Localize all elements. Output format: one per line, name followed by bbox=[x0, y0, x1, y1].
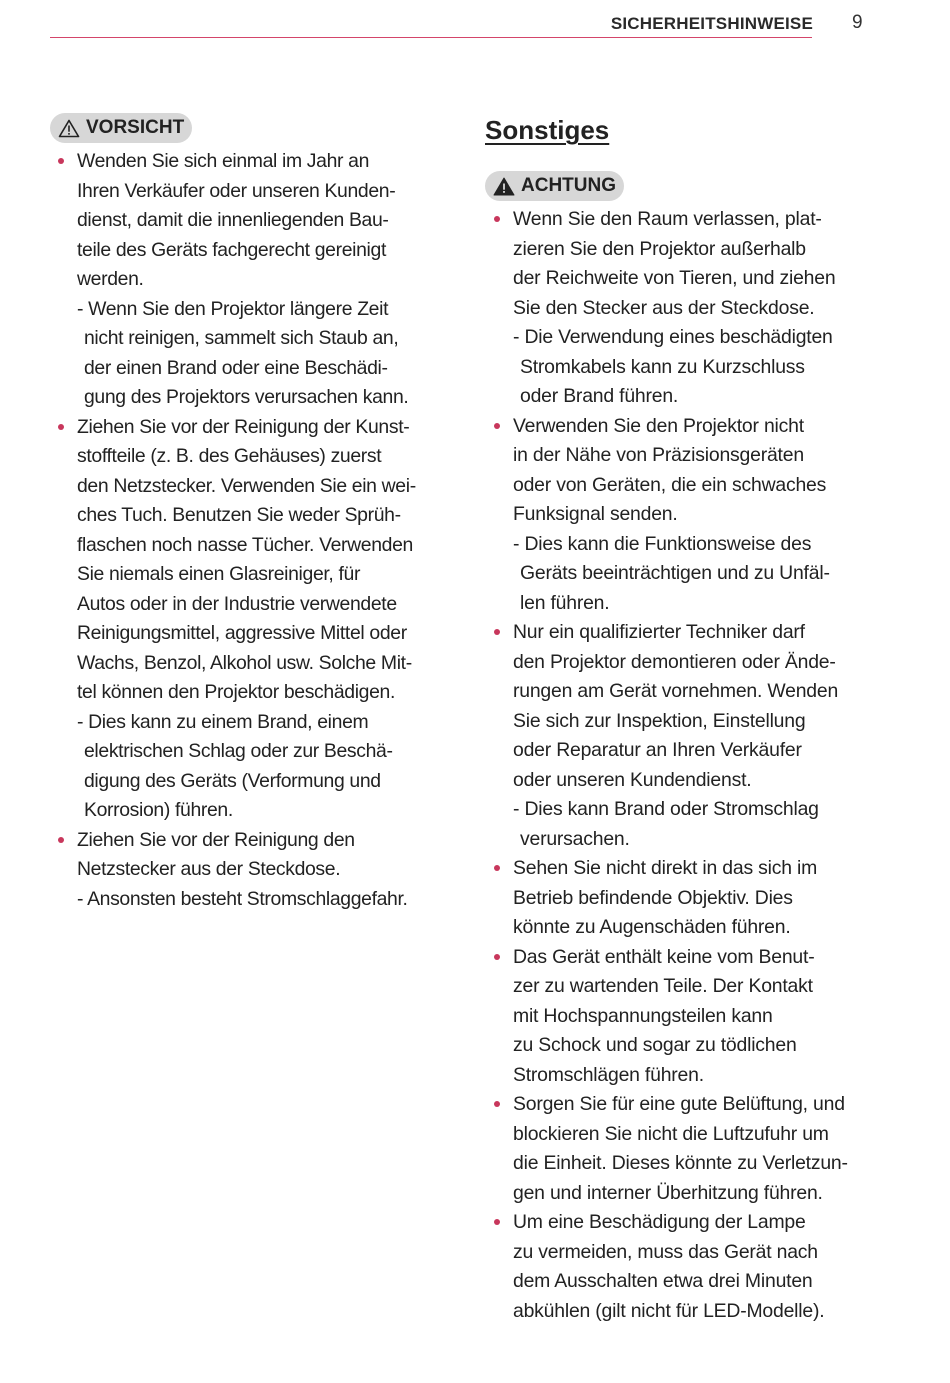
item-note-line: - Die Verwendung eines beschädigten bbox=[513, 326, 833, 348]
item-text-line: Um eine Beschädigung der Lampe bbox=[513, 1211, 806, 1233]
item-note-line: Stromkabels kann zu Kurzschluss bbox=[520, 355, 805, 378]
item-text-line: oder unseren Kundendienst. bbox=[513, 768, 752, 791]
item-text-line: Wenden Sie sich einmal im Jahr an bbox=[77, 150, 370, 172]
item-text-line: teile des Geräts fachgerecht gereinigt bbox=[77, 238, 386, 261]
item-text-line: Sie niemals einen Glasreiniger, für bbox=[77, 563, 361, 585]
item-text-line: flaschen noch nasse Tücher. Verwenden bbox=[77, 533, 413, 556]
list-item bbox=[485, 854, 880, 943]
item-note-line: Geräts beeinträchtigen und zu Unfäl- bbox=[520, 562, 830, 584]
list-item bbox=[485, 943, 880, 1091]
item-text-line: zu Schock und sogar zu tödlichen bbox=[513, 1034, 797, 1056]
item-text-line: den Netzstecker. Verwenden Sie ein wei- bbox=[77, 474, 416, 497]
item-text-line: werden. bbox=[77, 268, 144, 290]
item-text-line: Sorgen Sie für eine gute Belüftung, und bbox=[513, 1093, 845, 1115]
item-text-line: zu vermeiden, muss das Gerät nach bbox=[513, 1240, 818, 1263]
item-text-line: Ihren Verkäufer oder unseren Kunden- bbox=[77, 179, 396, 202]
item-text-line: Betrieb befindende Objektiv. Dies bbox=[513, 886, 793, 909]
item-note-line: digung des Geräts (Verformung und bbox=[84, 769, 381, 792]
item-text-line: Verwenden Sie den Projektor nicht bbox=[513, 414, 804, 437]
item-note-line: - Dies kann zu einem Brand, einem bbox=[77, 710, 369, 733]
caution-list bbox=[50, 147, 435, 914]
item-text-line: Reinigungsmittel, aggressive Mittel oder bbox=[77, 622, 407, 644]
list-item bbox=[485, 1090, 880, 1208]
item-text-line: Autos oder in der Industrie verwendete bbox=[77, 592, 397, 615]
item-text-line: stoffteile (z. B. des Gehäuses) zuerst bbox=[77, 445, 382, 467]
page-number: 9 bbox=[852, 12, 863, 33]
item-note-line: verursachen. bbox=[520, 827, 630, 850]
item-text-line: blockieren Sie nicht die Luftzufuhr um bbox=[513, 1122, 829, 1145]
caution-badge-label: VORSICHT bbox=[86, 117, 185, 138]
item-text-line: den Projektor demontieren oder Ände- bbox=[513, 650, 836, 673]
item-text-line: zieren Sie den Projektor außerhalb bbox=[513, 237, 806, 260]
item-note-line: len führen. bbox=[520, 591, 610, 614]
item-note-line: - Ansonsten besteht Stromschlaggefahr. bbox=[77, 887, 408, 910]
item-text-line: Das Gerät enthält keine vom Benut- bbox=[513, 945, 815, 968]
item-text-line: der Reichweite von Tieren, und ziehen bbox=[513, 267, 836, 289]
item-text-line: Wenn Sie den Raum verlassen, plat- bbox=[513, 208, 822, 230]
item-text-line: zer zu wartenden Teile. Der Kontakt bbox=[513, 975, 813, 997]
item-note-line: - Dies kann Brand oder Stromschlag bbox=[513, 798, 819, 820]
item-text-line: oder von Geräten, die ein schwaches bbox=[513, 473, 827, 496]
item-text-line: Ziehen Sie vor der Reinigung der Kunst- bbox=[77, 415, 410, 438]
section-heading: Sonstiges bbox=[485, 115, 610, 145]
caution-badge bbox=[50, 113, 192, 143]
warning-badge bbox=[485, 171, 624, 201]
item-note-line: elektrischen Schlag oder zur Beschä- bbox=[84, 740, 393, 762]
item-text-line: Wachs, Benzol, Alkohol usw. Solche Mit- bbox=[77, 651, 412, 674]
warning-badge-label: ACHTUNG bbox=[521, 175, 616, 196]
left-column bbox=[50, 113, 435, 914]
warning-filled-icon bbox=[493, 177, 515, 196]
item-note-line: gung des Projektors verursachen kann. bbox=[84, 386, 409, 408]
warning-outline-icon bbox=[58, 119, 80, 138]
item-text-line: die Einheit. Dieses könnte zu Verletzun- bbox=[513, 1152, 848, 1174]
item-text-line: gen und interner Überhitzung führen. bbox=[513, 1181, 823, 1204]
item-text-line: in der Nähe von Präzisionsgeräten bbox=[513, 444, 804, 466]
item-note-line: - Dies kann die Funktionsweise des bbox=[513, 532, 812, 555]
item-note-line: nicht reinigen, sammelt sich Staub an, bbox=[84, 327, 399, 349]
running-header-title: SICHERHEITSHINWEISE bbox=[610, 14, 813, 33]
item-text-line: oder Reparatur an Ihren Verkäufer bbox=[513, 739, 802, 761]
list-item bbox=[50, 826, 435, 915]
item-text-line: Funksignal senden. bbox=[513, 503, 678, 525]
item-text-line: Ziehen Sie vor der Reinigung den bbox=[77, 828, 355, 851]
item-note-line: oder Brand führen. bbox=[520, 385, 679, 407]
item-text-line: tel können den Projektor beschädigen. bbox=[77, 681, 395, 703]
list-item bbox=[50, 147, 435, 413]
item-text-line: ches Tuch. Benutzen Sie weder Sprüh- bbox=[77, 504, 401, 526]
list-item bbox=[485, 412, 880, 619]
item-text-line: könnte zu Augenschäden führen. bbox=[513, 916, 791, 938]
header-divider bbox=[50, 37, 812, 38]
list-item bbox=[485, 1208, 880, 1326]
item-text-line: Nur ein qualifizierter Techniker darf bbox=[513, 621, 805, 643]
right-column bbox=[485, 113, 880, 1326]
item-text-line: mit Hochspannungsteilen kann bbox=[513, 1004, 773, 1027]
list-item bbox=[485, 205, 880, 412]
item-text-line: Sie den Stecker aus der Steckdose. bbox=[513, 296, 815, 319]
item-text-line: Sie sich zur Inspektion, Einstellung bbox=[513, 709, 806, 732]
item-note-line: der einen Brand oder eine Beschädi- bbox=[84, 356, 388, 379]
list-item bbox=[50, 413, 435, 826]
item-text-line: abkühlen (gilt nicht für LED-Modelle). bbox=[513, 1299, 825, 1322]
item-note-line: - Wenn Sie den Projektor längere Zeit bbox=[77, 297, 389, 320]
item-text-line: Stromschlägen führen. bbox=[513, 1063, 704, 1086]
item-note-line: Korrosion) führen. bbox=[84, 799, 233, 821]
item-text-line: dem Ausschalten etwa drei Minuten bbox=[513, 1270, 813, 1292]
item-text-line: rungen am Gerät vornehmen. Wenden bbox=[513, 680, 839, 702]
list-item bbox=[485, 618, 880, 854]
warning-list bbox=[485, 205, 880, 1326]
item-text-line: Netzstecker aus der Steckdose. bbox=[77, 858, 341, 880]
item-text-line: Sehen Sie nicht direkt in das sich im bbox=[513, 857, 818, 879]
item-text-line: dienst, damit die innenliegenden Bau- bbox=[77, 209, 389, 231]
